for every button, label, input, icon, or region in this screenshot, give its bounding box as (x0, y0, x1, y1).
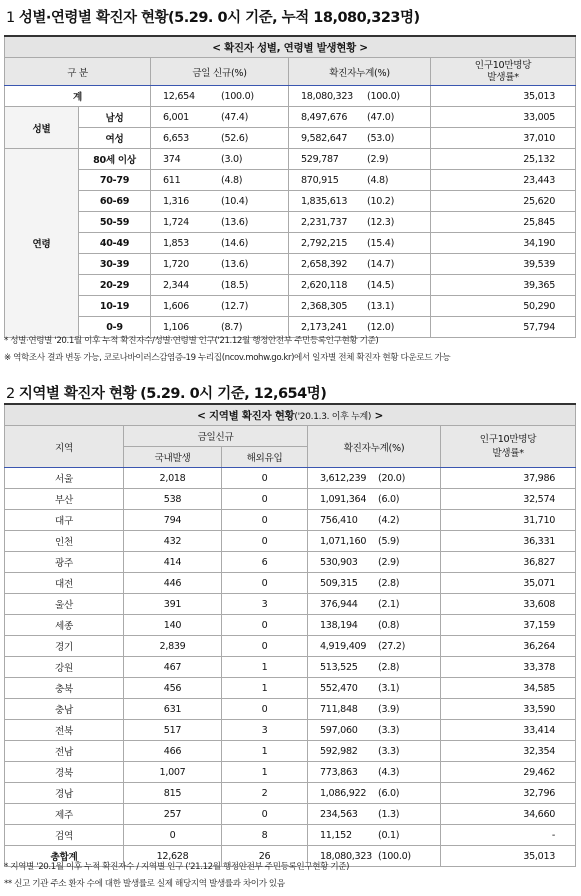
row-label: 0-9 (79, 317, 151, 338)
domestic-cell: 467 (124, 657, 222, 678)
rate-cell: 37,986 (441, 468, 576, 489)
today-cell: 1,606 (12.7) (151, 296, 289, 317)
cumulative-cell: 513,525 (2.8) (308, 657, 441, 678)
region-name: 검역 (5, 825, 124, 846)
overseas-cell: 0 (222, 699, 308, 720)
rate-cell: 36,264 (441, 636, 576, 657)
rate-cell: 25,620 (431, 191, 576, 212)
region-name: 경기 (5, 636, 124, 657)
rate-cell: 39,539 (431, 254, 576, 275)
overseas-cell: 0 (222, 489, 308, 510)
rate-cell: 33,608 (441, 594, 576, 615)
section2-number: 2 (6, 386, 15, 402)
rate-cell: 31,710 (441, 510, 576, 531)
section2-title-paren: (5.29. 0시 기준, 12,654명) (140, 386, 327, 402)
overseas-cell: 1 (222, 657, 308, 678)
cumulative-cell: 18,080,323 (100.0) (289, 86, 431, 107)
cumulative-cell: 2,658,392 (14.7) (289, 254, 431, 275)
rate-cell: 39,365 (431, 275, 576, 296)
today-cell: 1,316 (10.4) (151, 191, 289, 212)
table-row (5, 783, 576, 804)
today-cell: 1,853 (14.6) (151, 233, 289, 254)
table-row (5, 233, 576, 254)
table2-caption: < 지역별 확진자 현황('20.1.3. 이후 누계) > (5, 404, 576, 426)
domestic-cell: 257 (124, 804, 222, 825)
cumulative-cell: 870,915 (4.8) (289, 170, 431, 191)
header-rate-line2: 발생률* (492, 447, 524, 459)
rate-cell: 35,013 (441, 846, 576, 867)
rate-cell: 37,010 (431, 128, 576, 149)
table-row (5, 191, 576, 212)
region-name: 충남 (5, 699, 124, 720)
cumulative-cell: 11,152 (0.1) (308, 825, 441, 846)
section2-footnote-1: * 지역별 '20.1월 이후 누적 확진자수 / 지역별 인구 ('21.12월 행정안전부 주민등록인구현황 기준) (4, 862, 350, 872)
overseas-cell: 8 (222, 825, 308, 846)
cumulative-cell: 4,919,409 (27.2) (308, 636, 441, 657)
cumulative-cell: 2,368,305 (13.1) (289, 296, 431, 317)
header-rate (441, 426, 576, 468)
region-name: 대구 (5, 510, 124, 531)
header-cumulative: 확진자누계(%) (289, 58, 431, 86)
table-row-total (5, 86, 576, 107)
domestic-cell: 140 (124, 615, 222, 636)
cumulative-cell: 3,612,239 (20.0) (308, 468, 441, 489)
domestic-cell: 432 (124, 531, 222, 552)
region-name: 부산 (5, 489, 124, 510)
region-name: 제주 (5, 804, 124, 825)
cumulative-cell: 2,620,118 (14.5) (289, 275, 431, 296)
domestic-cell: 391 (124, 594, 222, 615)
section2-title-main: 지역별 확진자 현황 (18, 386, 136, 402)
domestic-cell: 414 (124, 552, 222, 573)
today-cell: 1,724 (13.6) (151, 212, 289, 233)
table-row (5, 825, 576, 846)
rate-cell: 25,132 (431, 149, 576, 170)
today-cell: 1,106 (8.7) (151, 317, 289, 338)
rate-cell: 33,005 (431, 107, 576, 128)
header-cumulative: 확진자누계(%) (308, 426, 441, 468)
group-label-age: 연령 (5, 149, 79, 338)
domestic-cell: 2,018 (124, 468, 222, 489)
header-rate-line2: 발생률* (487, 71, 519, 83)
row-label: 30-39 (79, 254, 151, 275)
gender-age-table (4, 35, 576, 338)
overseas-cell: 0 (222, 510, 308, 531)
region-name: 서울 (5, 468, 124, 489)
overseas-cell: 0 (222, 615, 308, 636)
cumulative-cell: 1,091,364 (6.0) (308, 489, 441, 510)
rate-cell: 32,796 (441, 783, 576, 804)
today-cell: 2,344 (18.5) (151, 275, 289, 296)
cumulative-cell: 1,086,922 (6.0) (308, 783, 441, 804)
cumulative-cell: 592,982 (3.3) (308, 741, 441, 762)
row-label: 10-19 (79, 296, 151, 317)
region-name: 인천 (5, 531, 124, 552)
cumulative-cell: 773,863 (4.3) (308, 762, 441, 783)
region-name: 울산 (5, 594, 124, 615)
domestic-cell: 1,007 (124, 762, 222, 783)
table-row (5, 720, 576, 741)
header-rate (431, 58, 576, 86)
rate-cell: - (441, 825, 576, 846)
rate-cell: 34,585 (441, 678, 576, 699)
today-cell: 6,001 (47.4) (151, 107, 289, 128)
overseas-cell: 1 (222, 678, 308, 699)
row-label: 80세 이상 (79, 149, 151, 170)
overseas-cell: 1 (222, 741, 308, 762)
header-today: 금일신규 (124, 426, 308, 447)
region-name: 전남 (5, 741, 124, 762)
domestic-cell: 517 (124, 720, 222, 741)
rate-cell: 35,071 (441, 573, 576, 594)
rate-cell: 50,290 (431, 296, 576, 317)
rate-cell: 23,443 (431, 170, 576, 191)
cumulative-cell: 234,563 (1.3) (308, 804, 441, 825)
table-row (5, 275, 576, 296)
region-name: 전북 (5, 720, 124, 741)
header-today: 금일 신규(%) (151, 58, 289, 86)
rate-cell: 33,590 (441, 699, 576, 720)
overseas-cell: 6 (222, 552, 308, 573)
table-row (5, 762, 576, 783)
cumulative-cell: 376,944 (2.1) (308, 594, 441, 615)
table-row (5, 741, 576, 762)
rate-cell: 36,827 (441, 552, 576, 573)
table-row (5, 296, 576, 317)
table-row (5, 489, 576, 510)
domestic-cell: 446 (124, 573, 222, 594)
domestic-cell: 538 (124, 489, 222, 510)
table-row (5, 636, 576, 657)
overseas-cell: 26 (222, 846, 308, 867)
header-rate-line1: 인구10만명당 (474, 59, 532, 71)
overseas-cell: 0 (222, 573, 308, 594)
table1-caption: < 확진자 성별, 연령별 발생현황 > (5, 36, 576, 58)
domestic-cell: 631 (124, 699, 222, 720)
cumulative-cell: 530,903 (2.9) (308, 552, 441, 573)
table-row-male (5, 107, 576, 128)
cumulative-cell: 529,787 (2.9) (289, 149, 431, 170)
cumulative-cell: 756,410 (4.2) (308, 510, 441, 531)
domestic-cell: 794 (124, 510, 222, 531)
table-row (5, 615, 576, 636)
header-region: 지역 (5, 426, 124, 468)
cumulative-cell: 18,080,323 (100.0) (308, 846, 441, 867)
rate-cell: 35,013 (431, 86, 576, 107)
table-row-female (5, 128, 576, 149)
region-name: 경북 (5, 762, 124, 783)
cumulative-cell: 2,231,737 (12.3) (289, 212, 431, 233)
region-name: 세종 (5, 615, 124, 636)
overseas-cell: 0 (222, 468, 308, 489)
header-overseas: 해외유입 (222, 447, 308, 468)
table-row (5, 804, 576, 825)
group-label-gender: 성별 (5, 107, 79, 149)
cumulative-cell: 2,173,241 (12.0) (289, 317, 431, 338)
rate-cell: 32,354 (441, 741, 576, 762)
table-row (5, 594, 576, 615)
overseas-cell: 0 (222, 531, 308, 552)
row-label: 70-79 (79, 170, 151, 191)
table-row (5, 678, 576, 699)
cumulative-cell: 552,470 (3.1) (308, 678, 441, 699)
section1-footnote-2: ※ 역학조사 결과 변동 가능, 코로나바이러스감염증-19 누리집(ncov.mohw.go.kr)에서 일자별 전체 확진자 현황 다운로드 가능 (4, 353, 451, 363)
row-label: 남성 (79, 107, 151, 128)
table-row (5, 699, 576, 720)
section2-title (6, 382, 326, 403)
section1-number: 1 (6, 10, 15, 26)
cumulative-cell: 138,194 (0.8) (308, 615, 441, 636)
row-label: 20-29 (79, 275, 151, 296)
domestic-cell: 815 (124, 783, 222, 804)
header-rate-line1: 인구10만명당 (479, 433, 537, 445)
section1-title (6, 6, 420, 27)
rate-cell: 25,845 (431, 212, 576, 233)
region-table (4, 403, 576, 867)
today-cell: 6,653 (52.6) (151, 128, 289, 149)
overseas-cell: 3 (222, 720, 308, 741)
rate-cell: 33,414 (441, 720, 576, 741)
table-row (5, 468, 576, 489)
rate-cell: 29,462 (441, 762, 576, 783)
overseas-cell: 3 (222, 594, 308, 615)
region-name: 대전 (5, 573, 124, 594)
region-name: 충북 (5, 678, 124, 699)
overseas-cell: 1 (222, 762, 308, 783)
region-name: 경남 (5, 783, 124, 804)
domestic-cell: 12,628 (124, 846, 222, 867)
header-category: 구 분 (5, 58, 151, 86)
row-label: 60-69 (79, 191, 151, 212)
table-row (5, 212, 576, 233)
cumulative-cell: 1,835,613 (10.2) (289, 191, 431, 212)
rate-cell: 34,660 (441, 804, 576, 825)
rate-cell: 37,159 (441, 615, 576, 636)
row-label: 40-49 (79, 233, 151, 254)
region-name: 강원 (5, 657, 124, 678)
region-name: 총합계 (5, 846, 124, 867)
domestic-cell: 0 (124, 825, 222, 846)
table-row (5, 552, 576, 573)
cumulative-cell: 1,071,160 (5.9) (308, 531, 441, 552)
cumulative-cell: 711,848 (3.9) (308, 699, 441, 720)
row-label: 계 (5, 86, 151, 107)
today-cell: 611 (4.8) (151, 170, 289, 191)
region-name: 광주 (5, 552, 124, 573)
overseas-cell: 0 (222, 804, 308, 825)
today-cell: 374 (3.0) (151, 149, 289, 170)
domestic-cell: 2,839 (124, 636, 222, 657)
overseas-cell: 2 (222, 783, 308, 804)
section1-title-main: 성별·연령별 확진자 현황 (18, 10, 169, 26)
rate-cell: 36,331 (441, 531, 576, 552)
row-label: 여성 (79, 128, 151, 149)
overseas-cell: 0 (222, 636, 308, 657)
cumulative-cell: 2,792,215 (15.4) (289, 233, 431, 254)
rate-cell: 34,190 (431, 233, 576, 254)
cumulative-cell: 597,060 (3.3) (308, 720, 441, 741)
section1-title-paren: (5.29. 0시 기준, 누적 18,080,323명) (168, 10, 420, 26)
rate-cell: 57,794 (431, 317, 576, 338)
table-row (5, 170, 576, 191)
table-row (5, 657, 576, 678)
table-row (5, 531, 576, 552)
today-cell: 12,654 (100.0) (151, 86, 289, 107)
table-row (5, 149, 576, 170)
table-row (5, 254, 576, 275)
header-domestic: 국내발생 (124, 447, 222, 468)
section2-footnote-2: ** 신고 기관 주소 환자 수에 대한 발생률로 실제 해당지역 발생률과 차이가 있음 (4, 879, 285, 889)
today-cell: 1,720 (13.6) (151, 254, 289, 275)
domestic-cell: 466 (124, 741, 222, 762)
domestic-cell: 456 (124, 678, 222, 699)
rate-cell: 32,574 (441, 489, 576, 510)
rate-cell: 33,378 (441, 657, 576, 678)
row-label: 50-59 (79, 212, 151, 233)
cumulative-cell: 509,315 (2.8) (308, 573, 441, 594)
cumulative-cell: 8,497,676 (47.0) (289, 107, 431, 128)
table-row (5, 510, 576, 531)
section1-footnote-1: * 성별·연령별 '20.1월 이후 누적 확진자수/성별·연령별 인구('21.12월 행정안전부 주민등록인구현황 기준) (4, 336, 379, 346)
table-row (5, 573, 576, 594)
cumulative-cell: 9,582,647 (53.0) (289, 128, 431, 149)
